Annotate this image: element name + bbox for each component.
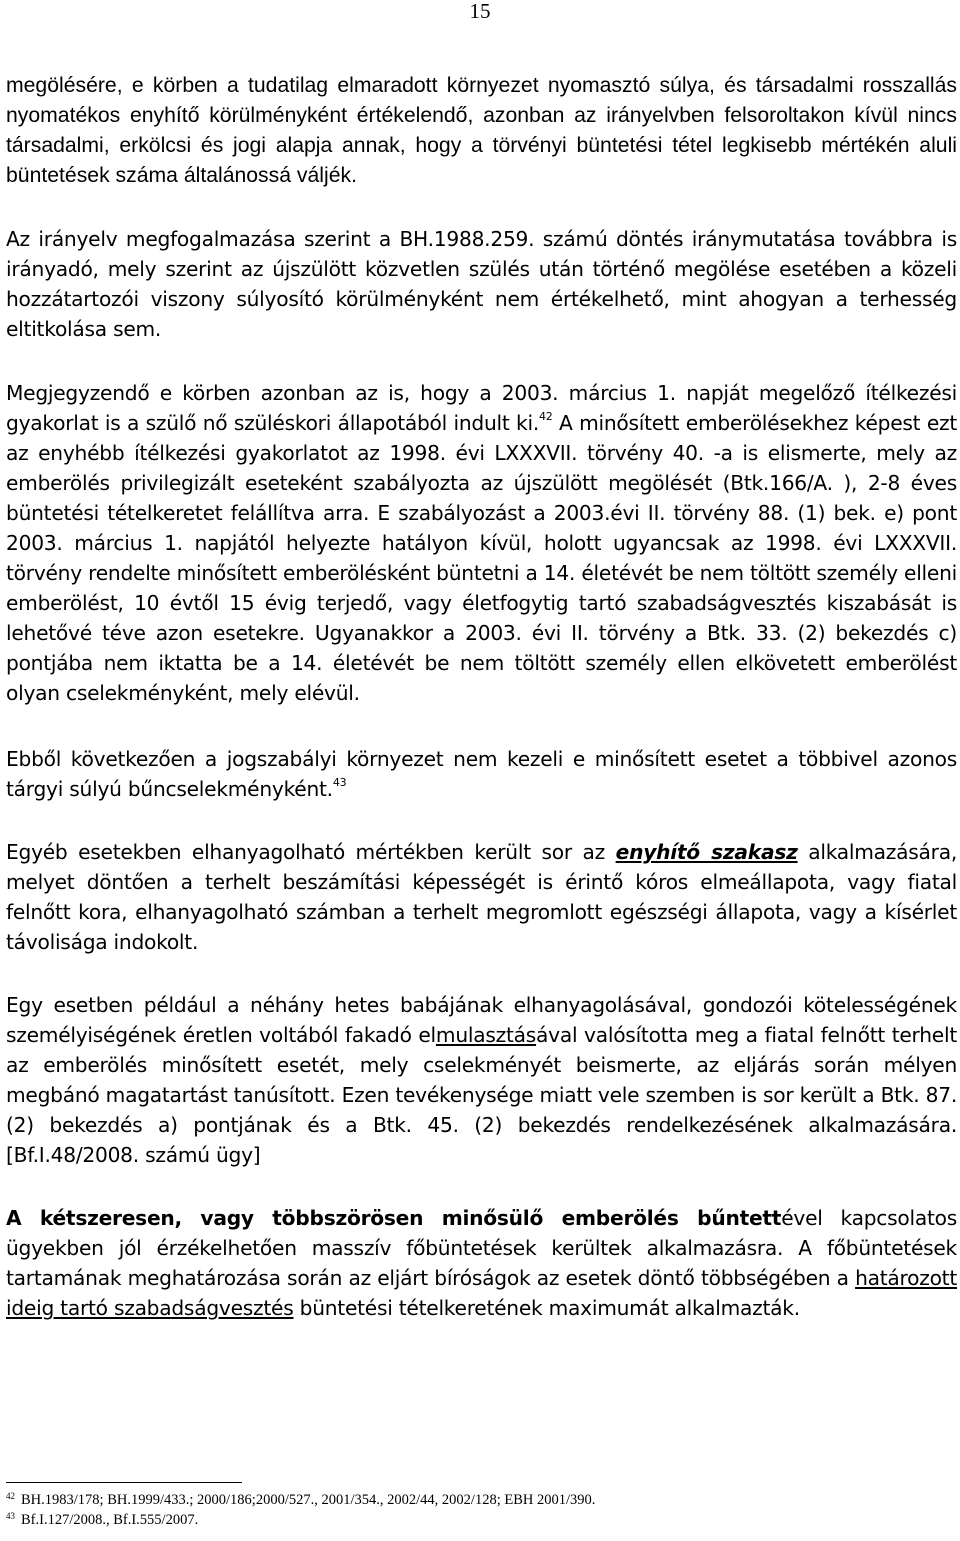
emphasis-mitigating-section: enyhítő szakasz [615, 840, 798, 864]
underlined-term-omission: mulasztás [435, 1023, 537, 1047]
document-body [6, 71, 957, 1323]
paragraph-4-text: Ebből következően a jogszabályi környezet nem kezeli e minősített esetet a többivel azonos tárgyi súlyú bűncselekményként. [6, 747, 957, 801]
paragraph-7 [6, 1203, 957, 1323]
paragraph-6-text-b: ával valósította meg a fiatal felnőtt terhelt az emberölés minősített esetét, mely cselekményét beismerte, az eljárás során mélyen megbánó magatartást tanúsított. Ezen tevékenysége miatt vele szemben is sor került a Btk. 87. (2) bekezdés a) pontjának és a Btk. 45. (2) bekezdés rendelkezésének alkalmazására. [Bf.I.48/2008. számú ügy] [6, 1023, 957, 1167]
footnote-separator [6, 1482, 242, 1483]
footnote-ref-43[interactable]: 43 [332, 776, 347, 789]
footnote-number: 42 [6, 1491, 15, 1501]
footnotes [6, 1490, 957, 1530]
paragraph-6-text-a: Egy esetben például a néhány hetes babájának elhanyagolásával, gondozói kötelességének személyiségének éretlen voltából fakadó el [6, 993, 957, 1047]
paragraph-6 [6, 990, 957, 1170]
page-number: 15 [469, 0, 491, 23]
paragraph-5 [6, 837, 957, 957]
footnote-43 [6, 1510, 957, 1530]
paragraph-1: megölésére, e körben a tudatilag elmaradott környezet nyomasztó súlya, és társadalmi rosszallás nyomatékos enyhítő körülményként értékelendő, azonban az irányelvben felsoroltakon kívül nincs társadalmi, erkölcsi és jogi alapja annak, hogy a törvényi büntetési tétel legkisebb mértékén aluli büntetések száma általánossá váljék. [6, 74, 957, 187]
paragraph-2: Az irányelv megfogalmazása szerint a BH.1988.259. számú döntés iránymutatása továbbra is irányadó, mely szerint az újszülött közvetlen szülés után történő megölése esetében a közeli hozzátartozói viszony súlyosító körülményként nem értékelhető, mint ahogyan a terhesség eltitkolása sem. [6, 227, 957, 341]
paragraph-5-text-a: Egyéb esetekben elhanyagolható mértékben került sor az [6, 840, 616, 864]
footnote-text: BH.1983/178; BH.1999/433.; 2000/186;2000/527., 2001/354., 2002/44, 2002/128; EBH 2001/390. [21, 1492, 596, 1508]
paragraph-7-text-b: büntetési tételkeretének maximumát alkalmazták. [293, 1296, 800, 1320]
paragraph-3-text-b: A minősített emberölésekhez képest ezt az enyhébb ítélkezési gyakorlatot az 1998. évi LXXXVII. törvény 40. -a is elismerte, mely az emberölés privilegizált eseteként szabályozta az újszülött megölését (Btk.166/A. ), 2-8 éves büntetési tételkeretet felállítva arra. E szabályozást a 2003.évi II. törvény 88. (1) bek. e) pont 2003. március 1. napjától helyezte hatályon kívül, holott ugyancsak az 1998. évi LXXXVII. törvény rendelte minősített emberölésként büntetni a 14. életévét be nem töltött személy elleni emberölést, 10 évtől 15 évig terjedő, vagy életfogytig tartó szabadságvesztés kiszabását is lehetővé téve azon esetekre. Ugyanakkor a 2003. évi II. törvény a Btk. 33. (2) bekezdés c) pontjába nem iktatta be a 14. életévét be nem töltött személy ellen elkövetett emberölést olyan cselekményként, mely elévül. [6, 411, 958, 705]
paragraph-3 [6, 378, 957, 708]
footnote-text: Bf.I.127/2008., Bf.I.555/2007. [21, 1512, 199, 1528]
paragraph-4 [6, 744, 957, 804]
underlined-term-fixed-term-imprisonment: határozott ideig tartó szabadságvesztés [6, 1266, 957, 1320]
paragraph-5-text-b: alkalmazására, melyet döntően a terhelt beszámítási képességét is érintő kóros elmeállapota, vagy fiatal felnőtt kora, elhanyagolható számban a terhelt megromlott egészségi állapota, vagy a kísérlet távolisága indokolt. [6, 840, 957, 954]
paragraph-7-text-a: ével kapcsolatos ügyekben jól érzékelhetően masszív főbüntetések kerültek alkalmazásra. A főbüntetések tartamának meghatározása során az eljárt bíróságok az esetek döntő többségében a [6, 1206, 957, 1290]
bold-heading-phrase: A kétszeresen, vagy többszörösen minősülő emberölés bűntett [6, 1206, 782, 1230]
paragraph-3-text-a: Megjegyzendő e körben azonban az is, hogy a 2003. március 1. napját megelőző ítélkezési gyakorlat is a szülő nő szüléskori állapotából indult ki. [6, 381, 957, 435]
footnote-ref-42[interactable]: 42 [539, 410, 553, 423]
footnote-42 [6, 1490, 957, 1510]
footnote-number: 43 [6, 1511, 15, 1521]
